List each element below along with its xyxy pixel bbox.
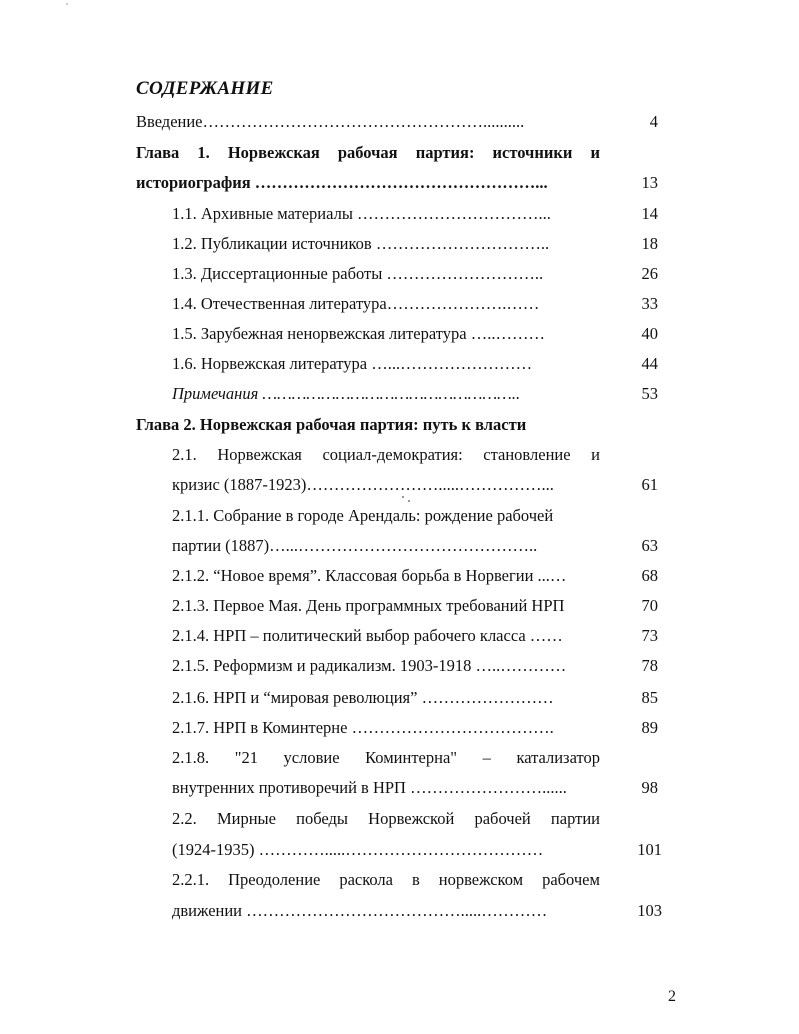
entry-page: 63 <box>641 536 658 555</box>
entry-page: 4 <box>649 112 658 131</box>
entry-label: 1.2. Публикации источников ………………………….. <box>172 234 550 253</box>
word: Глава <box>136 143 180 162</box>
word: источники <box>492 143 573 162</box>
entry-label: 1.4. Отечественная литература………………….…… <box>172 294 540 313</box>
word: рабочая <box>337 143 398 162</box>
word: Норвежская <box>227 143 320 162</box>
entry-page: 44 <box>641 354 658 373</box>
toc-entry-2-1-1-line1: 2.1.1. Собрание в городе Арендаль: рождение рабочей <box>172 506 554 525</box>
entry-label <box>172 384 520 404</box>
entry-page: 61 <box>641 475 658 494</box>
entry-label: историография ……………………………………………... <box>136 173 548 192</box>
word: раскола <box>339 870 393 889</box>
word: партия: <box>415 143 475 162</box>
scan-speck <box>66 3 68 5</box>
entry-page: 103 <box>637 901 662 920</box>
word: 2.2.1. <box>172 870 210 889</box>
entry-page: 26 <box>641 264 658 283</box>
notes-label: Примечания …………………………………………….. <box>172 384 521 403</box>
word: и <box>590 143 600 162</box>
entry-page: 53 <box>641 384 658 403</box>
entry-label: 1.1. Архивные материалы ……………………………... <box>172 204 551 223</box>
entry-label: 1.6. Норвежская литература …...…………………… <box>172 354 533 373</box>
word: 2.2. <box>172 809 197 828</box>
word: 1. <box>197 143 210 162</box>
word: "21 <box>234 748 258 767</box>
entry-label: 2.1.6. НРП и “мировая революция” …………………… <box>172 688 554 707</box>
page-number: 2 <box>668 988 676 1005</box>
entry-label: кризис (1887-1923)…………………….....……………... <box>172 475 554 494</box>
word: в <box>411 870 420 889</box>
word: Мирные <box>216 809 276 828</box>
entry-label: 2.1.4. НРП – политический выбор рабочего класса …… <box>172 626 563 645</box>
entry-page: 101 <box>637 840 662 859</box>
entry-label: Введение…………………………………………….......... <box>136 112 525 131</box>
entry-label: движении ………………………………….....………… <box>172 901 548 920</box>
entry-label: 2.1.5. Реформизм и радикализм. 1903-1918 …..………… <box>172 656 567 675</box>
entry-page: 13 <box>641 173 658 192</box>
word: партии <box>550 809 600 828</box>
entry-label: (1924-1935) ………….....……………………………… <box>172 840 544 859</box>
entry-label: 2.1.7. НРП в Коминтерне ………………………………. <box>172 718 554 737</box>
toc-entry-2-1-8-line1 <box>172 748 600 768</box>
entry-page: 73 <box>641 626 658 645</box>
entry-page: 33 <box>641 294 658 313</box>
toc-entry-2-1-line1 <box>172 445 600 465</box>
word: 2.1. <box>172 445 197 464</box>
entry-page: 18 <box>641 234 658 253</box>
scan-speck <box>402 496 404 498</box>
entry-page: 85 <box>641 688 658 707</box>
word: условие <box>283 748 340 767</box>
entry-label: 1.5. Зарубежная ненорвежская литература …..……… <box>172 324 545 343</box>
word: катализатор <box>516 748 600 767</box>
word: Норвежской <box>368 809 455 828</box>
entry-label: 2.1.3. Первое Мая. День программных требований НРП <box>172 596 565 615</box>
scan-speck <box>408 500 410 502</box>
word: рабочей <box>474 809 531 828</box>
word: победы <box>296 809 348 828</box>
entry-page: 98 <box>641 778 658 797</box>
toc-entry-2-2-line1 <box>172 809 600 829</box>
word: социал-демократия: <box>322 445 463 464</box>
entry-page: 89 <box>641 718 658 737</box>
entry-page: 70 <box>641 596 658 615</box>
entry-label: внутренних противоречий в НРП ……………………...... <box>172 778 567 797</box>
entry-label: партии (1887)…...…………………………………….. <box>172 536 538 555</box>
entry-label: 1.3. Диссертационные работы ……………………….. <box>172 264 544 283</box>
toc-title: СОДЕРЖАНИЕ <box>136 78 274 99</box>
entry-label: 2.1.2. “Новое время”. Классовая борьба в Норвегии ...… <box>172 566 567 585</box>
word: становление <box>483 445 571 464</box>
word: – <box>482 748 491 767</box>
word: 2.1.8. <box>172 748 210 767</box>
word: рабочем <box>542 870 600 889</box>
word: Преодоление <box>228 870 321 889</box>
entry-page: 78 <box>641 656 658 675</box>
word: Норвежская <box>217 445 302 464</box>
toc-chapter-2: Глава 2. Норвежская рабочая партия: путь к власти <box>136 415 527 434</box>
toc-chapter-1-line1 <box>136 143 600 163</box>
word: норвежском <box>438 870 524 889</box>
entry-page: 68 <box>641 566 658 585</box>
toc-entry-2-2-1-line1 <box>172 870 600 890</box>
entry-page: 40 <box>641 324 658 343</box>
entry-page: 14 <box>641 204 658 223</box>
word: Коминтерна" <box>365 748 458 767</box>
word: и <box>591 445 600 464</box>
